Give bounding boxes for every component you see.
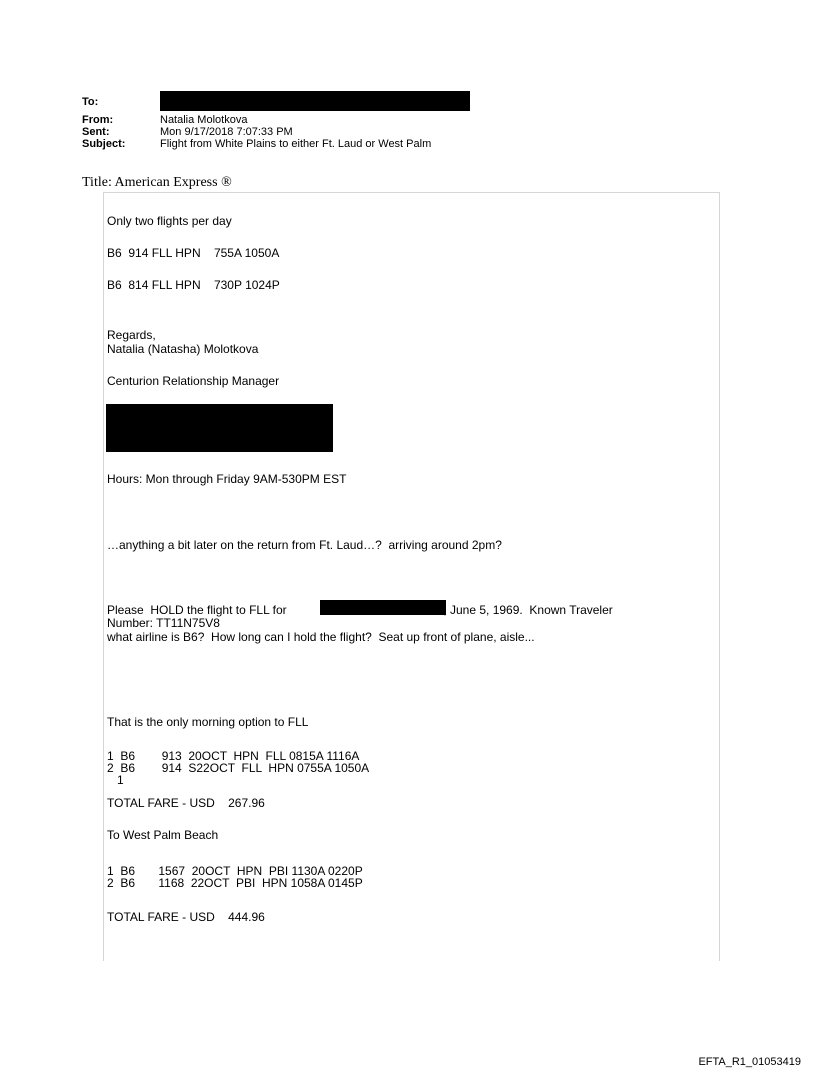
flights-per-day-line: Only two flights per day (107, 214, 232, 228)
fll-itinerary: 1 B6 913 20OCT HPN FLL 0815A 1116A 2 B6 914 S22OCT FLL HPN 0755A 1050A 1 (107, 749, 370, 787)
to-label: To: (82, 96, 99, 108)
sent-value: Mon 9/17/2018 7:07:33 PM (160, 126, 293, 138)
hold-request-suffix: f, June 5, 1969. Known Traveler (440, 603, 613, 617)
from-value: Natalia Molotkova (160, 114, 248, 126)
redaction-contact (106, 404, 333, 452)
redaction-traveler-name (320, 600, 446, 615)
signature-name: Natalia (Natasha) Molotkova (107, 342, 259, 356)
hold-request-prefix: Please HOLD the flight to FLL for (107, 603, 287, 617)
to-row (82, 96, 160, 108)
flight-option-a: B6 914 FLL HPN 755A 1050A (107, 246, 280, 260)
morning-option-line: That is the only morning option to FLL (107, 715, 309, 729)
signature-role: Centurion Relationship Manager (107, 374, 280, 388)
from-row (82, 114, 248, 126)
subject-label: Subject: (82, 138, 126, 150)
known-traveler-number: Number: TT11N75V8 (107, 616, 220, 630)
pbi-itinerary: 1 B6 1567 20OCT HPN PBI 1130A 0220P 2 B6 1168 22OCT PBI HPN 1058A 0145P (107, 864, 363, 890)
document-title: Title: American Express ® (82, 175, 232, 190)
subject-value: Flight from White Plains to either Ft. Laud or West Palm (160, 138, 432, 150)
pbi-total-fare: TOTAL FARE - USD 444.96 (107, 910, 265, 924)
document-id-footer: EFTA_R1_01053419 (698, 1056, 801, 1068)
message-body-frame (103, 192, 720, 961)
sent-label: Sent: (82, 126, 110, 138)
fll-total-fare: TOTAL FARE - USD 267.96 (107, 796, 265, 810)
sent-row (82, 126, 293, 138)
from-label: From: (82, 114, 114, 126)
regards-line: Regards, (107, 328, 156, 342)
subject-row (82, 138, 432, 150)
pbi-heading: To West Palm Beach (107, 828, 219, 842)
hours-line: Hours: Mon through Friday 9AM-530PM EST (107, 472, 347, 486)
flight-option-b: B6 814 FLL HPN 730P 1024P (107, 278, 280, 292)
later-return-question: …anything a bit later on the return from Ft. Laud…? arriving around 2pm? (107, 538, 502, 552)
airline-question: what airline is B6? How long can I hold the flight? Seat up front of plane, aisle... (107, 630, 535, 644)
redaction-to (160, 91, 470, 111)
